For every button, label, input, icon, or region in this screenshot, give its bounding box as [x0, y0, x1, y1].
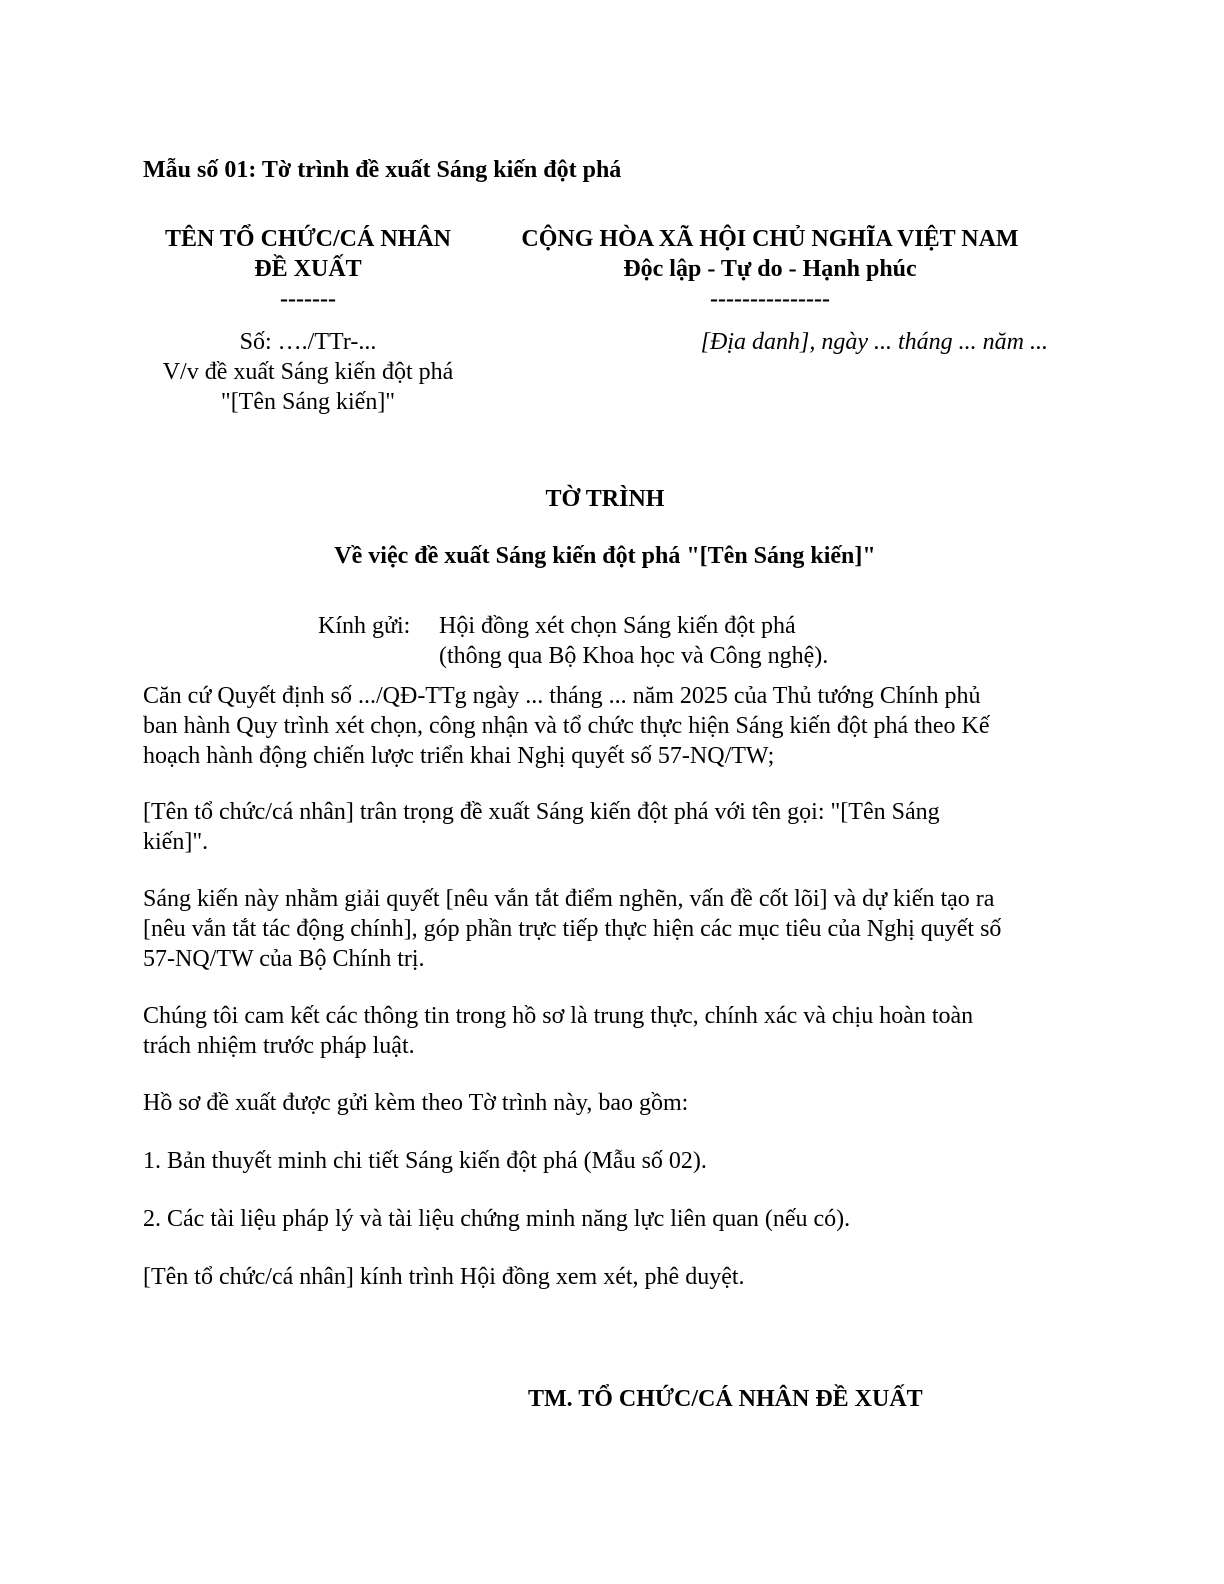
- document-subject-line2: "[Tên Sáng kiến]": [220, 389, 396, 415]
- org-name-line1: TÊN TỔ CHỨC/CÁ NHÂN: [164, 226, 452, 252]
- document-title: TỜ TRÌNH: [545, 486, 665, 512]
- paragraph-closing: [Tên tổ chức/cá nhân] kính trình Hội đồng xem xét, phê duyệt.: [143, 1264, 745, 1290]
- recipient-block: [439, 611, 828, 671]
- left-header: [143, 224, 473, 314]
- document-subtitle: Về việc đề xuất Sáng kiến đột phá "[Tên Sáng kiến]": [334, 543, 876, 569]
- form-label: Mẫu số 01: Tờ trình đề xuất Sáng kiến đột phá: [143, 157, 622, 183]
- document-subject-line1: V/v đề xuất Sáng kiến đột phá: [162, 359, 454, 385]
- left-divider: -------: [280, 286, 336, 312]
- document-reference: [143, 327, 473, 417]
- right-divider: ---------------: [710, 286, 830, 312]
- attachment-item-2: 2. Các tài liệu pháp lý và tài liệu chứng minh năng lực liên quan (nếu có).: [143, 1206, 851, 1232]
- recipient-line1: Hội đồng xét chọn Sáng kiến đột phá: [439, 613, 796, 639]
- signature-title: TM. TỔ CHỨC/CÁ NHÂN ĐỀ XUẤT: [528, 1386, 923, 1412]
- right-header: [490, 224, 1050, 314]
- national-motto: Độc lập - Tự do - Hạnh phúc: [623, 256, 917, 282]
- paragraph-commitment: Chúng tôi cam kết các thông tin trong hồ sơ là trung thực, chính xác và chịu hoàn toàn trách nhiệm trước pháp luật.: [143, 1003, 974, 1059]
- recipient-line2: (thông qua Bộ Khoa học và Công nghệ).: [439, 643, 829, 669]
- paragraph-legal-basis: Căn cứ Quyết định số .../QĐ-TTg ngày ... tháng ... năm 2025 của Thủ tướng Chính phủ ban hành Quy trình xét chọn, công nhận và tổ chức thực hiện Sáng kiến đột phá theo Kế hoạch hành động chiến lược triển khai Nghị quyết số 57-NQ/TW;: [143, 683, 990, 769]
- place-date: [Địa danh], ngày ... tháng ... năm ...: [700, 329, 1048, 355]
- paragraph-attachments: Hồ sơ đề xuất được gửi kèm theo Tờ trình này, bao gồm:: [143, 1090, 689, 1116]
- nation-name: CỘNG HÒA XÃ HỘI CHỦ NGHĨA VIỆT NAM: [521, 226, 1019, 252]
- document-number: Số: …./TTr-...: [239, 329, 377, 355]
- org-name-line2: ĐỀ XUẤT: [254, 256, 362, 282]
- paragraph-purpose: Sáng kiến này nhằm giải quyết [nêu vắn tắt điểm nghẽn, vấn đề cốt lõi] và dự kiến tạo ra [nêu vắn tắt tác động chính], góp phần trực tiếp thực hiện các mục tiêu của Nghị quyết số 57-NQ/TW của Bộ Chính trị.: [143, 886, 1002, 972]
- recipient-label: Kính gửi:: [318, 613, 411, 639]
- attachment-item-1: 1. Bản thuyết minh chi tiết Sáng kiến đột phá (Mẫu số 02).: [143, 1148, 707, 1174]
- paragraph-proposal: [Tên tổ chức/cá nhân] trân trọng đề xuất Sáng kiến đột phá với tên gọi: "[Tên Sáng kiến]".: [143, 799, 940, 855]
